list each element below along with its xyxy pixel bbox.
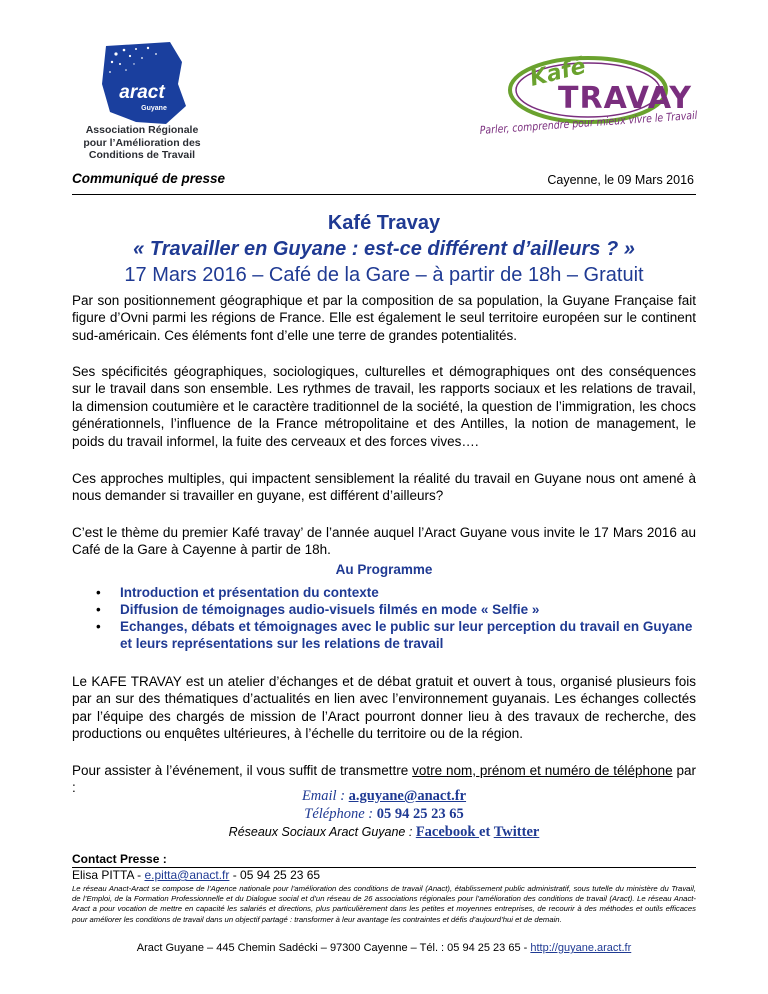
network-disclaimer: Le réseau Anact-Aract se compose de l’Agence nationale pour l’amélioration des conditions de travail (Anact), établissement public administratif, sous tutelle du ministère du Travail, de l’Emploi, de la Formation Professionnelle et du Dialogue social et d’un réseau de 26 associations régionales pour l’amélioration des conditions de travail (Aract). Le réseau Anact-Aract a pour vocation de mettre en capacité les salariés et directions, plus particulièrement dans les petites et moyennes entreprises, de recourir à des méthodes et outils efficaces pour améliorer les conditions de travail dans un objectif partagé : transformer à leur avantage les contraintes et défis d’aujourd’hui et de demain. bbox=[72, 884, 696, 924]
paragraph-theme: C’est le thème du premier Kafé travay’ de l’année auquel l’Aract Guyane vous invite le 17 Mars 2016 au Café de la Gare à Cayenne à partir de 18h. bbox=[72, 525, 696, 558]
email-line bbox=[0, 788, 768, 805]
phone-label: Téléphone : bbox=[304, 806, 377, 822]
programme-list bbox=[96, 584, 696, 652]
org-name-line-2: pour l’Amélioration des bbox=[83, 136, 201, 149]
registration-lead: Pour assister à l’événement, il vous suffit de transmettre bbox=[72, 763, 413, 778]
programme-item: • Echanges, débats et témoignages avec le public sur leur perception du travail en Guyane et leurs représentations sur les relations de travail bbox=[96, 618, 696, 652]
org-name-line-1: Association Régionale bbox=[85, 124, 199, 136]
kafe-travay-logo bbox=[470, 48, 736, 158]
phone-number: 05 94 25 23 65 bbox=[376, 806, 464, 822]
event-details: 17 Mars 2016 – Café de la Gare – à partir de 18h – Gratuit bbox=[124, 264, 644, 286]
press-contact-person bbox=[72, 868, 320, 882]
org-name-line-3: Conditions de Travail bbox=[88, 149, 196, 161]
registration-tail: par : bbox=[72, 763, 696, 796]
social-label: Réseaux Sociaux Aract Guyane : bbox=[228, 825, 416, 839]
facebook-link[interactable]: Facebook bbox=[415, 824, 480, 840]
press-contact-phone: - 05 94 25 23 65 bbox=[229, 868, 321, 882]
programme-item: • Diffusion de témoignages audio-visuels filmés en mode « Selfie » bbox=[96, 601, 696, 618]
page-title: Kafé Travay bbox=[327, 212, 441, 234]
press-release-label: Communiqué de presse bbox=[72, 171, 226, 186]
programme-title: Au Programme bbox=[335, 562, 433, 577]
page-subtitle: « Travailler en Guyane : est-ce différent d’ailleurs ? » bbox=[133, 238, 635, 260]
email-link[interactable]: a.guyane@anact.fr bbox=[348, 788, 467, 804]
org-name bbox=[66, 124, 218, 162]
social-line bbox=[0, 824, 768, 841]
paragraph-approaches: Ces approches multiples, qui impactent sensiblement la réalité du travail en Guyane nous ont amené à nous demander si travailler en guyane, est différent d’ailleurs? bbox=[72, 471, 696, 504]
phone-line bbox=[0, 806, 768, 823]
kafe-logo-word1: Kafé bbox=[527, 53, 589, 92]
footer-address: Aract Guyane – 445 Chemin Sadécki – 97300 Cayenne – Tél. : 05 94 25 23 65 - bbox=[136, 942, 531, 954]
paragraph-kafe-description: Le KAFE TRAVAY est un atelier d’échanges et de débat gratuit et ouvert à tous, organisé plusieurs fois par an sur des thématiques d’actualités en lien avec l’environnement guyanais. Les échanges collectés par l’équipe des chargés de mission de l’Aract pourront donner lieu à des travaux de recherche, des productions ou enquêtes ultérieures, à l’échelle du territoire ou de la région. bbox=[72, 674, 696, 742]
title-block bbox=[60, 210, 708, 288]
footer bbox=[0, 942, 768, 954]
press-contact-email-link[interactable]: e.pitta@anact.fr bbox=[144, 868, 230, 882]
aract-logo bbox=[96, 40, 196, 128]
registration-required-info: votre nom, prénom et numéro de téléphone bbox=[412, 763, 673, 778]
twitter-link[interactable]: Twitter bbox=[493, 824, 540, 840]
kafe-logo-slogan: Parler, comprendre pour mieux vivre le Travail bbox=[479, 106, 736, 137]
header-divider bbox=[72, 194, 696, 195]
footer-website-link[interactable]: http://guyane.aract.fr bbox=[530, 942, 632, 954]
date-line: Cayenne, le 09 Mars 2016 bbox=[547, 173, 694, 187]
aract-logo-text: aract bbox=[119, 82, 165, 103]
press-contact-title: Contact Presse : bbox=[72, 852, 167, 866]
aract-logo-subtext: Guyane bbox=[141, 105, 167, 112]
kafe-logo-word2: TRAVAY bbox=[558, 81, 692, 116]
programme-item: • Introduction et présentation du contexte bbox=[96, 584, 696, 601]
press-contact-name: Elisa PITTA - bbox=[72, 868, 145, 882]
social-conjunction: et bbox=[479, 824, 494, 840]
paragraph-intro: Par son positionnement géographique et par la composition de sa population, la Guyane Française fait figure d’Ovni parmi les régions de France. Elle est également le seul territoire européen sur le continent sud-américain. Ces éléments font d’elle une terre de grandes potentialités. bbox=[72, 293, 696, 343]
paragraph-specificities: Ses spécificités géographiques, sociologiques, culturelles et démographiques ont des conséquences sur le travail dans son ensemble. Les rythmes de travail, les rapports sociaux et les relations de travail, la dimension coutumière et le caractère traditionnel de la société, la question de l’immigration, les chocs générationnels, l’influence de la France métropolitaine et des Antilles, la notion de management, le poids du travail informel, la fuite des cerveaux et des forces vives…. bbox=[72, 364, 696, 449]
email-label: Email : bbox=[301, 788, 349, 804]
